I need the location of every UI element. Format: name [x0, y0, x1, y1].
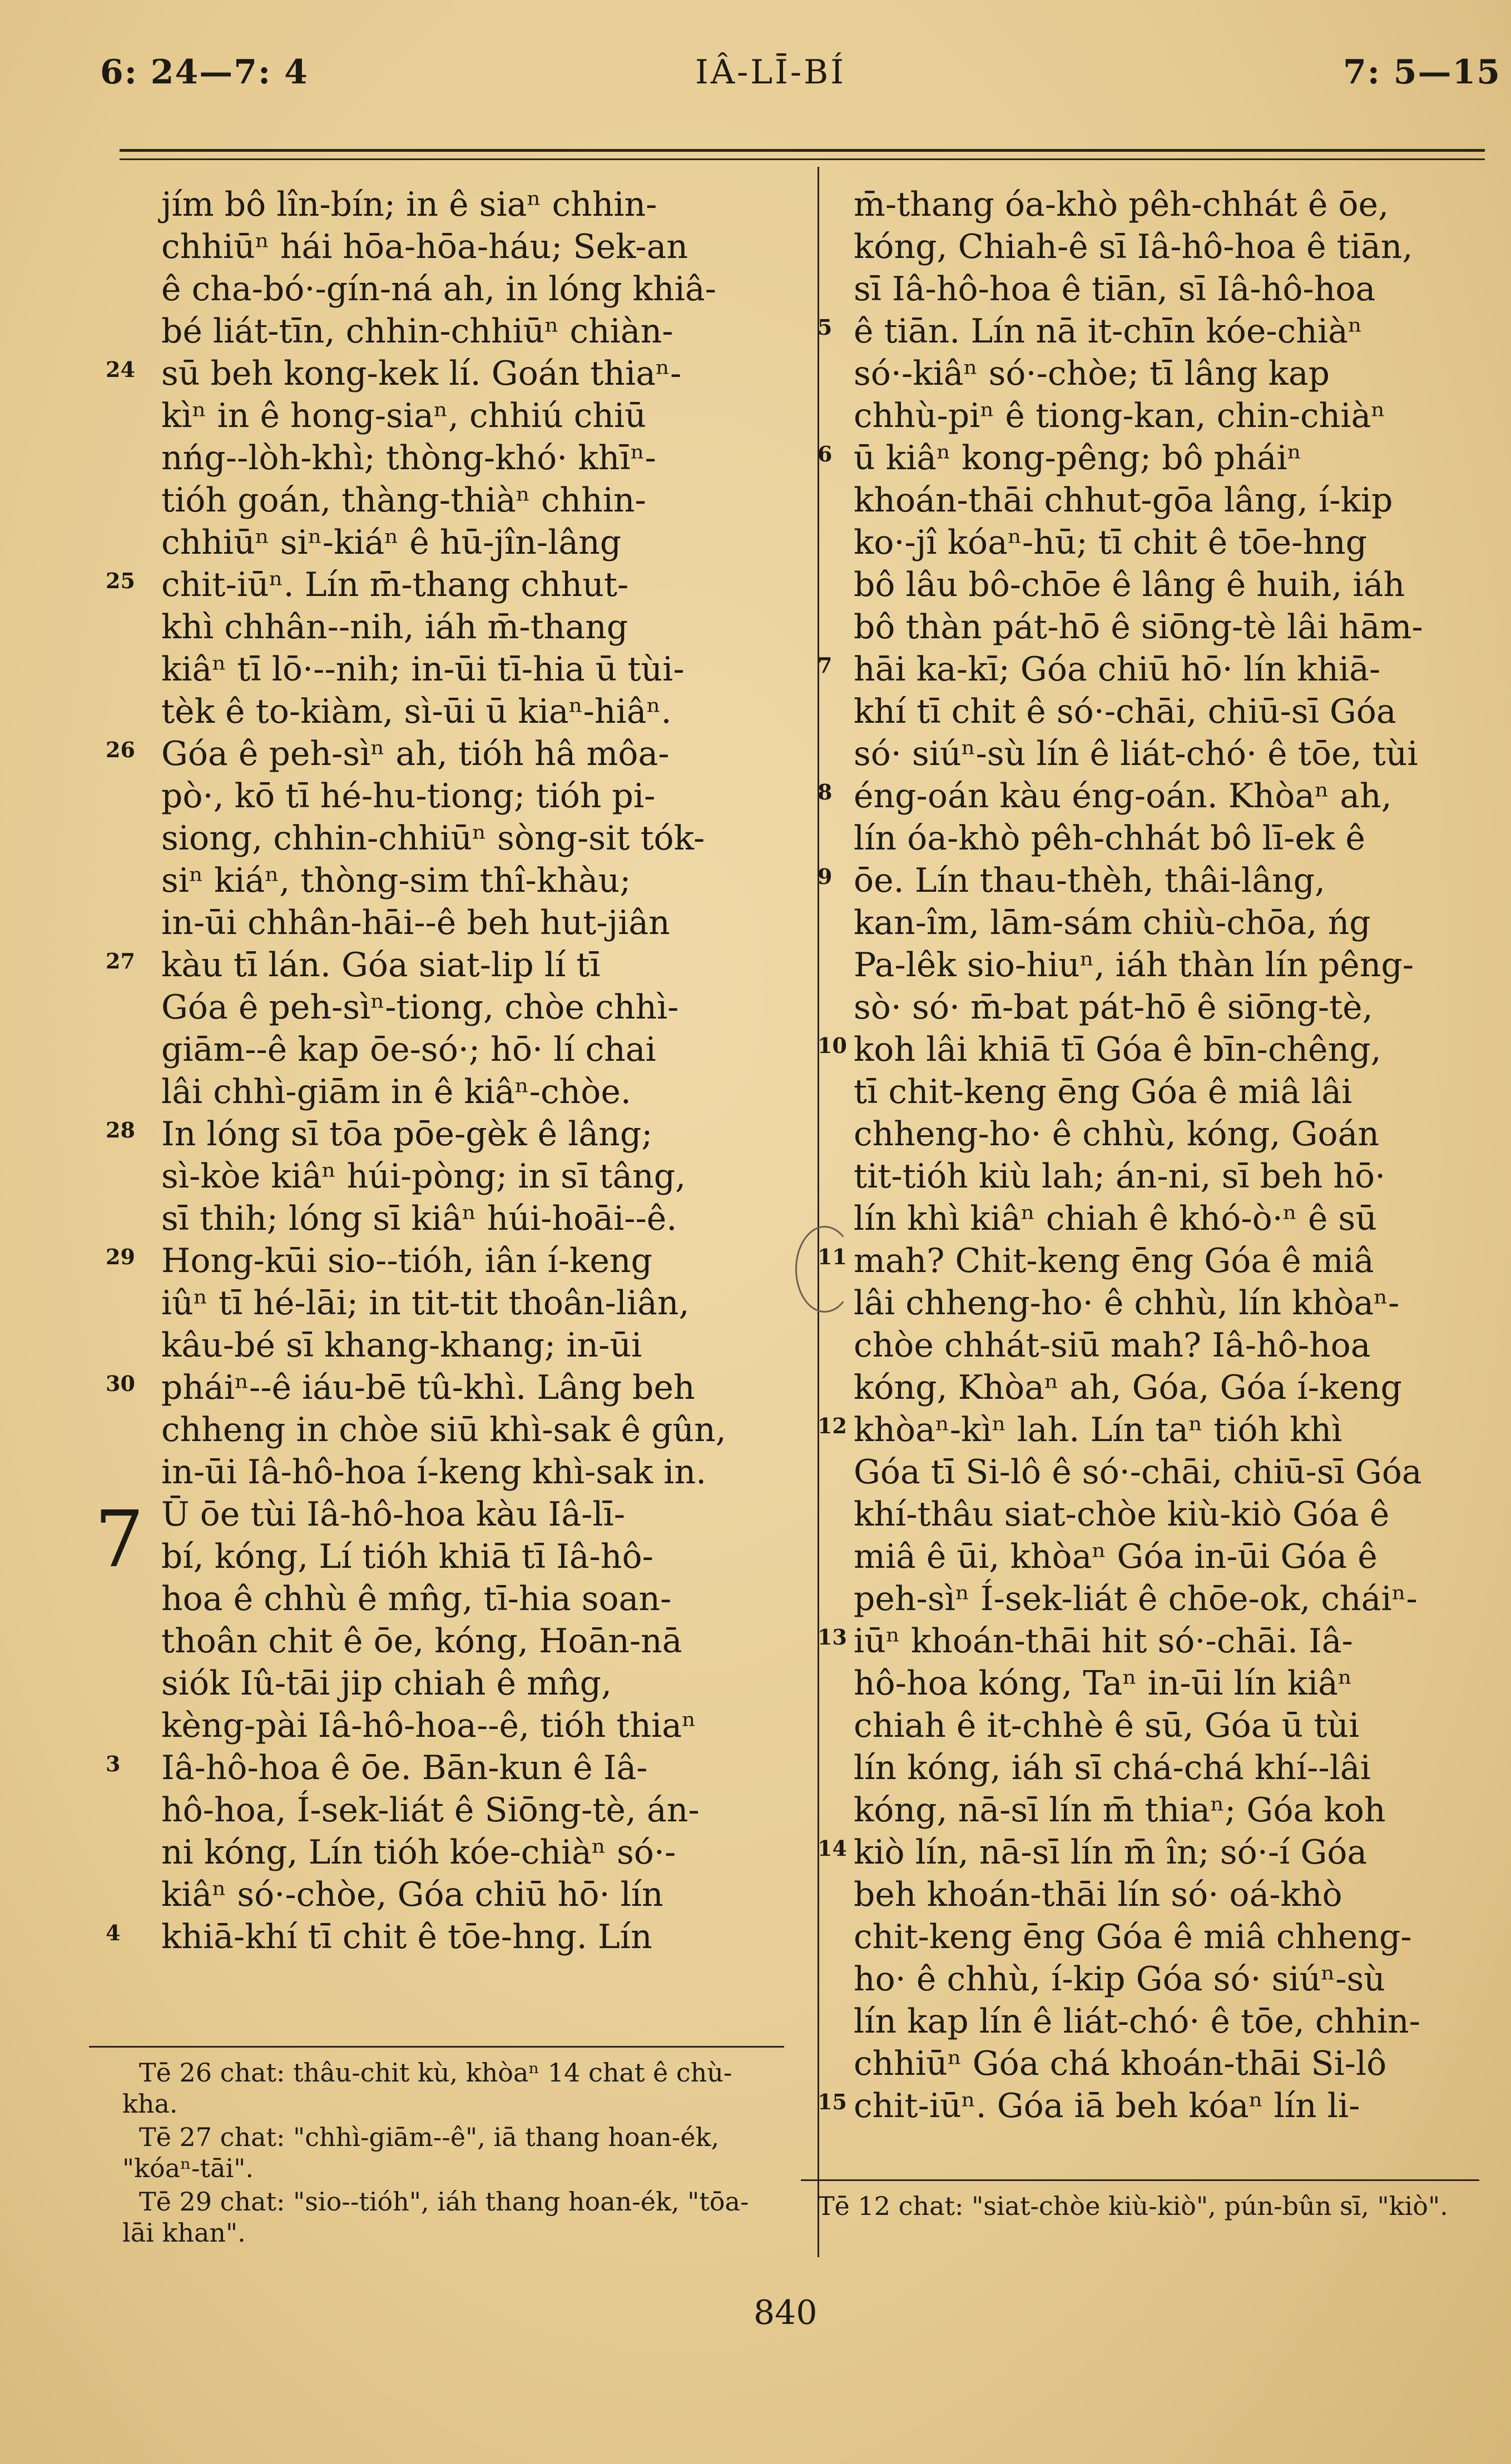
text-line: ê cha-bó·-gín-ná ah, in lóng khiâ-: [161, 270, 716, 309]
header-rule-thick: [120, 149, 1485, 152]
text-line: tit-tióh kiù lah; án-ni, sī beh hō·: [854, 1157, 1386, 1196]
text-line: ū kiâⁿ kong-pêng; bô pháiⁿ: [854, 439, 1302, 478]
verse-number: 28: [106, 1117, 135, 1142]
text-line: khòaⁿ-kìⁿ lah. Lín taⁿ tióh khì: [854, 1410, 1342, 1449]
text-line: hô-hoa, Í-sek-liát ê Siōng-tè, án-: [161, 1791, 700, 1830]
text-line: pháiⁿ--ê iáu-bē tû-khì. Lâng beh: [161, 1368, 695, 1407]
verse-number: 5: [818, 315, 833, 340]
text-line: kâu-bé sī khang-khang; in-ūi: [161, 1326, 642, 1365]
text-line: sò· só· m̄-bat pát-hō ê siōng-tè,: [854, 988, 1373, 1027]
right-column: [854, 183, 1479, 2127]
text-line: Pa-lêk sio-hiuⁿ, iáh thàn lín pêng-: [854, 946, 1414, 985]
text-line: ōe. Lín thau-thèh, thâi-lâng,: [854, 861, 1326, 900]
text-line: ni kóng, Lín tióh kóe-chiàⁿ só·-: [161, 1833, 676, 1872]
verse-number: 12: [818, 1413, 847, 1438]
verse-number: 25: [106, 568, 135, 593]
text-line: m̄-thang óa-khò pêh-chhát ê ōe,: [854, 185, 1389, 224]
verse-number: 15: [818, 2089, 847, 2114]
verse-number: 6: [818, 441, 833, 466]
text-line: hoa ê chhù ê mn̂g, tī-hia soan-: [161, 1579, 672, 1618]
left-column: [161, 183, 790, 1958]
text-line: kàu tī lán. Góa siat-lip lí tī: [161, 946, 601, 985]
header-book-title: IÂ-LĪ-BÍ: [695, 53, 846, 92]
text-line: hô-hoa kóng, Taⁿ in-ūi lín kiâⁿ: [854, 1664, 1353, 1703]
text-line: hāi ka-kī; Góa chiū hō· lín khiā-: [854, 650, 1381, 689]
text-line: In lóng sī tōa pōe-gèk ê lâng;: [161, 1115, 653, 1154]
header-left-reference: 6: 24—7: 4: [100, 53, 309, 92]
text-line: sì-kòe kiâⁿ húi-pòng; in sī tâng,: [161, 1157, 686, 1196]
text-line: mah? Chit-keng ēng Góa ê miâ: [854, 1241, 1374, 1280]
text-line: chhù-piⁿ ê tiong-kan, chin-chiàⁿ: [854, 396, 1386, 435]
footnote: Tē 26 chat: thâu-chit kù, khòaⁿ 14 chat ê chù-kha.: [122, 2058, 732, 2119]
text-line: lín khì kiâⁿ chiah ê khó-ò·ⁿ ê sū: [854, 1199, 1377, 1238]
text-line: ê tiān. Lín nā it-chīn kóe-chiàⁿ: [854, 312, 1363, 351]
header-rule-thin: [120, 158, 1485, 160]
text-line: khí tī chit ê só·-chāi, chiū-sī Góa: [854, 692, 1396, 731]
text-line: só·-kiâⁿ só·-chòe; tī lâng kap: [854, 354, 1330, 393]
text-line: kiâⁿ só·-chòe, Góa chiū hō· lín: [161, 1875, 663, 1914]
text-line: chheng in chòe siū khì-sak ê gûn,: [161, 1410, 726, 1449]
text-line: lâi chheng-ho· ê chhù, lín khòaⁿ-: [854, 1284, 1400, 1323]
text-line: chhiūⁿ Góa chá khoán-thāi Si-lô: [854, 2044, 1387, 2083]
footnote: Tē 29 chat: "sio--tióh", iáh thang hoan-ék, "tōa-lāi khan".: [122, 2187, 749, 2248]
text-line: chhiūⁿ siⁿ-kiáⁿ ê hū-jîn-lâng: [161, 523, 622, 562]
text-line: kóng, Khòaⁿ ah, Góa, Góa í-keng: [854, 1368, 1402, 1407]
verse-number: 8: [818, 779, 833, 804]
text-line: chit-keng ēng Góa ê miâ chheng-: [854, 1917, 1412, 1956]
text-line: koh lâi khiā tī Góa ê bīn-chêng,: [854, 1030, 1381, 1069]
text-line: lín óa-khò pêh-chhát bô lī-ek ê: [854, 819, 1365, 858]
text-line: lín kóng, iáh sī chá-chá khí--lâi: [854, 1748, 1371, 1787]
text-line: chhiūⁿ hái hōa-hōa-háu; Sek-an: [161, 227, 688, 266]
text-line: chit-iūⁿ. Lín m̄-thang chhut-: [161, 565, 629, 604]
verse-number: 27: [106, 948, 135, 973]
text-line: ho· ê chhù, í-kip Góa só· siúⁿ-sù: [854, 1960, 1385, 1999]
text-line: Hong-kūi sio--tióh, iân í-keng: [161, 1241, 652, 1280]
text-line: bô lâu bô-chōe ê lâng ê huih, iáh: [854, 565, 1405, 604]
text-line: Ū ōe tùi Iâ-hô-hoa kàu Iâ-lī-: [161, 1495, 625, 1534]
verse-number: 14: [818, 1836, 847, 1861]
text-line: tī chit-keng ēng Góa ê miâ lâi: [854, 1072, 1353, 1111]
footnote-rule-right: [801, 2179, 1479, 2181]
text-line: siong, chhin-chhiūⁿ sòng-sit tók-: [161, 819, 705, 858]
text-line: khiā-khí tī chit ê tōe-hng. Lín: [161, 1917, 652, 1956]
text-line: giām--ê kap ōe-só·; hō· lí chai: [161, 1030, 656, 1069]
text-line: jím bô lîn-bín; in ê siaⁿ chhin-: [161, 185, 657, 224]
verse-number: 7: [818, 653, 833, 678]
text-line: Iâ-hô-hoa ê ōe. Bān-kun ê Iâ-: [161, 1748, 648, 1787]
text-line: iūⁿ khoán-thāi hit só·-chāi. Iâ-: [854, 1622, 1353, 1661]
column-divider: [818, 167, 819, 2257]
text-line: Góa tī Si-lô ê só·-chāi, chiū-sī Góa: [854, 1453, 1422, 1492]
text-line: lín kap lín ê liát-chó· ê tōe, chhin-: [854, 2002, 1420, 2041]
footnotes-left: [122, 2057, 773, 2251]
text-line: chòe chhát-siū mah? Iâ-hô-hoa: [854, 1326, 1371, 1365]
text-line: kiâⁿ tī lō·--nih; in-ūi tī-hia ū tùi-: [161, 650, 685, 689]
text-line: bô thàn pát-hō ê siōng-tè lâi hām-: [854, 608, 1423, 647]
text-line: tióh goán, thàng-thiàⁿ chhin-: [161, 481, 646, 520]
text-line: Góa ê peh-sìⁿ-tiong, chòe chhì-: [161, 988, 679, 1027]
page-number: 840: [754, 2293, 818, 2332]
verse-number: 29: [106, 1244, 135, 1269]
header-right-reference: 7: 5—15: [1343, 53, 1502, 92]
text-line: Góa ê peh-sìⁿ ah, tióh hâ môa-: [161, 734, 670, 773]
text-line: bí, kóng, Lí tióh khiā tī Iâ-hô-: [161, 1537, 653, 1576]
text-line: kèng-pài Iâ-hô-hoa--ê, tióh thiaⁿ: [161, 1706, 696, 1745]
text-line: sī Iâ-hô-hoa ê tiān, sī Iâ-hô-hoa: [854, 270, 1376, 309]
text-line: in-ūi Iâ-hô-hoa í-keng khì-sak in.: [161, 1453, 707, 1492]
verse-number: 24: [106, 357, 135, 382]
verse-number: 30: [106, 1371, 135, 1396]
footnotes-right: [801, 2190, 1468, 2224]
text-line: peh-sìⁿ Í-sek-liát ê chōe-ok, cháiⁿ-: [854, 1579, 1418, 1618]
text-line: chit-iūⁿ. Góa iā beh kóaⁿ lín li-: [854, 2087, 1360, 2125]
text-line: kan-îm, lām-sám chiù-chōa, ńg: [854, 903, 1371, 942]
text-line: pò·, kō tī hé-hu-tiong; tióh pi-: [161, 777, 656, 816]
verse-number: 9: [818, 864, 833, 889]
text-line: só· siúⁿ-sù lín ê liát-chó· ê tōe, tùi: [854, 734, 1418, 773]
text-line: kìⁿ in ê hong-siaⁿ, chhiú chiū: [161, 396, 646, 435]
text-line: bé liát-tīn, chhin-chhiūⁿ chiàn-: [161, 312, 673, 351]
verse-number: 26: [106, 737, 135, 762]
text-line: thoân chit ê ōe, kóng, Hoān-nā: [161, 1622, 682, 1661]
footnote-rule-left: [89, 2046, 784, 2048]
text-line: sū beh kong-kek lí. Goán thiaⁿ-: [161, 354, 682, 393]
text-line: nńg--lòh-khì; thòng-khó· khīⁿ-: [161, 439, 656, 478]
text-line: khoán-thāi chhut-gōa lâng, í-kip: [854, 481, 1393, 520]
text-line: ko·-jî kóaⁿ-hū; tī chit ê tōe-hng: [854, 523, 1368, 562]
text-line: beh khoán-thāi lín só· oá-khò: [854, 1875, 1342, 1914]
verse-number: 11: [818, 1244, 847, 1269]
text-line: sī thih; lóng sī kiâⁿ húi-hoāi--ê.: [161, 1199, 677, 1238]
text-line: chheng-ho· ê chhù, kóng, Goán: [854, 1115, 1380, 1154]
text-line: chiah ê it-chhè ê sū, Góa ū tùi: [854, 1706, 1360, 1745]
text-line: lâi chhì-giām in ê kiâⁿ-chòe.: [161, 1072, 631, 1111]
footnote: Tē 12 chat: "siat-chòe kiù-kiò", pún-bûn sī, "kiò".: [818, 2191, 1448, 2221]
verse-number: 3: [106, 1751, 121, 1776]
text-line: khì chhân--nih, iáh m̄-thang: [161, 608, 628, 647]
pencil-circle-mark: [795, 1226, 854, 1313]
text-line: iûⁿ tī hé-lāi; in tit-tit thoân-liân,: [161, 1284, 690, 1323]
verse-number: 13: [818, 1625, 847, 1650]
text-line: kóng, nā-sī lín m̄ thiaⁿ; Góa koh: [854, 1791, 1386, 1830]
verse-number: 4: [106, 1920, 121, 1945]
text-line: éng-oán kàu éng-oán. Khòaⁿ ah,: [854, 777, 1392, 816]
text-line: tèk ê to-kiàm, sì-ūi ū kiaⁿ-hiâⁿ.: [161, 692, 672, 731]
text-line: kiò lín, nā-sī lín m̄ în; só·-í Góa: [854, 1833, 1368, 1872]
footnote: Tē 27 chat: "chhì-giām--ê", iā thang hoan-ék, "kóaⁿ-tāi".: [122, 2122, 720, 2183]
text-line: in-ūi chhân-hāi--ê beh hut-jiân: [161, 903, 670, 942]
text-line: miâ ê ūi, khòaⁿ Góa in-ūi Góa ê: [854, 1537, 1378, 1576]
text-line: kóng, Chiah-ê sī Iâ-hô-hoa ê tiān,: [854, 227, 1413, 266]
text-line: siⁿ kiáⁿ, thòng-sim thî-khàu;: [161, 861, 631, 900]
chapter-number: 7: [95, 1494, 145, 1585]
verse-number: 10: [818, 1033, 847, 1058]
text-line: khí-thâu siat-chòe kiù-kiò Góa ê: [854, 1495, 1390, 1534]
text-line: siók Iû-tāi jip chiah ê mn̂g,: [161, 1664, 612, 1703]
